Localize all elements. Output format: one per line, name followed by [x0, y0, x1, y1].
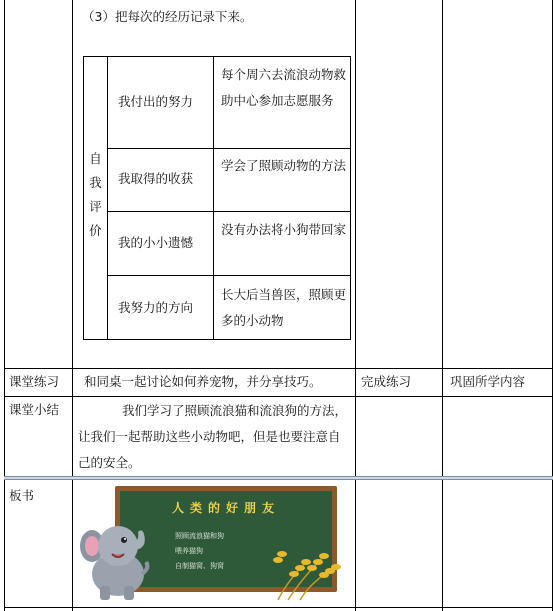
table-border-bottom [4, 607, 553, 608]
board-title: 人类的好朋友 [171, 501, 280, 515]
practice-content: 和同桌一起讨论如何养宠物，并分享技巧。 [84, 374, 322, 389]
eval-item: 我努力的方向 [118, 300, 194, 315]
elephant-icon [78, 516, 158, 602]
table-col-divider-3 [442, 0, 443, 611]
label-char: 自 [89, 151, 102, 166]
wheat-icon [268, 540, 346, 602]
label-char: 价 [89, 223, 102, 238]
summary-label: 课堂小结 [9, 402, 60, 417]
board-line: 喂养猫狗 [175, 547, 203, 555]
row-divider-board [4, 476, 553, 480]
self-eval-label [84, 147, 107, 243]
board-line: 自制猫窝、狗窝 [175, 562, 224, 570]
board-line: 照顾流浪猫和狗 [175, 532, 224, 540]
inner-row-divider-1 [107, 148, 350, 149]
eval-item: 我的小小遗憾 [118, 235, 194, 250]
inner-row-divider-3 [107, 275, 350, 276]
practice-col4: 巩固所学内容 [450, 374, 526, 389]
inner-col-divider-1 [107, 57, 108, 339]
label-char: 评 [89, 199, 102, 214]
summary-content: 我们学习了照顾流浪猫和流浪狗的方法，让我们一起帮助这些小动物吧，但是也要注意自己的安全。 [78, 403, 348, 470]
inner-row-divider-2 [107, 211, 350, 212]
row-divider-practice [4, 368, 553, 369]
table-col-divider-1 [72, 0, 73, 611]
table-col-divider-2 [355, 0, 356, 611]
eval-content: 学会了照顾动物的方法 [221, 158, 347, 173]
table-border-left [4, 0, 5, 611]
practice-label: 课堂练习 [9, 374, 60, 389]
instruction-text: （3）把每次的经历记录下来。 [82, 9, 253, 24]
self-eval-table [83, 56, 351, 340]
row-divider-summary [4, 396, 553, 397]
inner-col-divider-2 [213, 57, 214, 339]
eval-item: 我取得的收获 [118, 171, 194, 186]
practice-col3: 完成练习 [361, 374, 412, 389]
eval-content: 每个周六去流浪动物救助中心参加志愿服务 [221, 67, 347, 108]
board-label: 板书 [9, 488, 35, 503]
label-char: 我 [89, 175, 102, 190]
eval-content: 长大后当兽医，照顾更多的小动物 [221, 287, 347, 328]
eval-item: 我付出的努力 [118, 94, 194, 109]
eval-content: 没有办法将小狗带回家 [221, 222, 347, 237]
